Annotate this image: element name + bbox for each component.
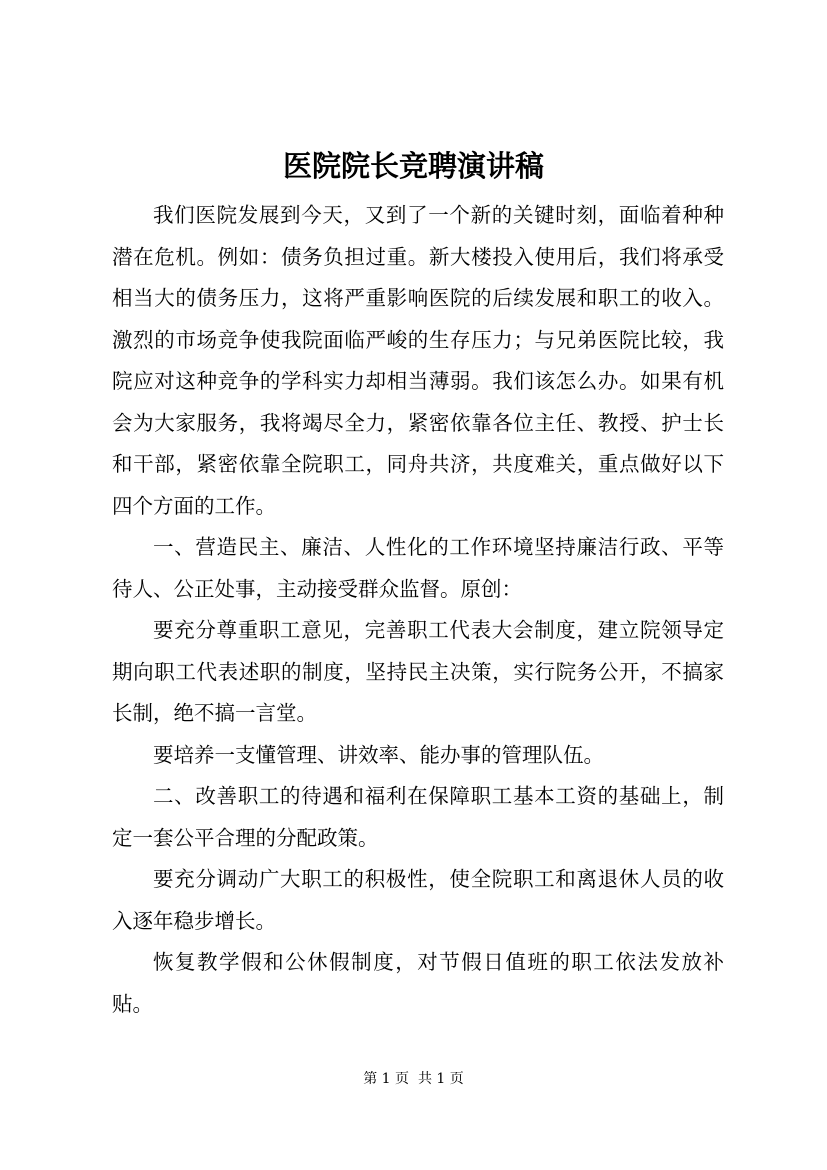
paragraph: 二、改善职工的待遇和福利在保障职工基本工资的基础上，制定一套公平合理的分配政策。 <box>112 784 724 850</box>
document-title: 医院院长竞聘演讲稿 <box>282 149 544 183</box>
paragraph: 要培养一支懂管理、讲效率、能办事的管理队伍。 <box>153 742 604 767</box>
paragraph: 我们医院发展到今天，又到了一个新的关键时刻，面临着种种潜在危机。例如：债务负担过重。新大楼投入使用后，我们将承受相当大的债务压力，这将严重影响医院的后续发展和职工的收入。激烈的市场竞争使我院面临严峻的生存压力；与兄弟医院比较，我院应对这种竞争的学科实力却相当薄弱。我们该怎么办。如果有机会为大家服务，我将竭尽全力，紧密依靠各位主任、教授、护士长和干部，紧密依靠全院职工，同舟共济，共度难关，重点做好以下四个方面的工作。 <box>112 203 724 518</box>
page-number: 第 1 页 共 1 页 <box>363 1071 464 1087</box>
paragraph: 要充分调动广大职工的积极性，使全院职工和离退休人员的收入逐年稳步增长。 <box>112 867 724 933</box>
paragraph: 一、营造民主、廉洁、人性化的工作环境坚持廉洁行政、平等待人、公正处事，主动接受群众监督。原创： <box>112 535 724 601</box>
document-body <box>112 195 724 1025</box>
page-footer <box>0 1068 827 1088</box>
paragraph: 要充分尊重职工意见，完善职工代表大会制度，建立院领导定期向职工代表述职的制度，坚持民主决策，实行院务公开，不搞家长制，绝不搞一言堂。 <box>112 618 724 725</box>
paragraph: 恢复教学假和公休假制度，对节假日值班的职工依法发放补贴。 <box>112 950 724 1016</box>
